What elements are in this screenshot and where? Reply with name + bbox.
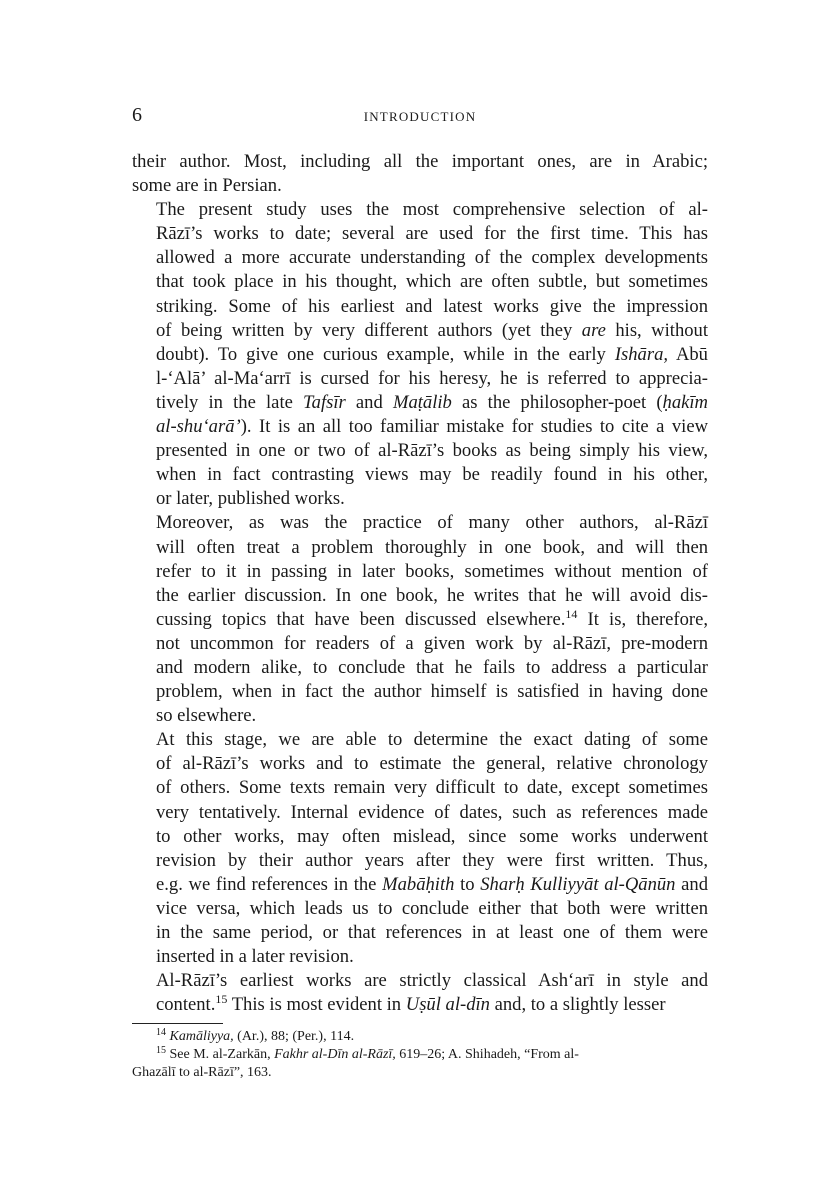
text-line: refer to it in passing in later books, sometimes without mention of (156, 560, 708, 582)
paragraph (132, 511, 708, 728)
text-line: of al-Rāzī’s works and to estimate the general, relative chronology (156, 753, 708, 775)
text-line: not uncommon for readers of a given work by al-Rāzī, pre-modern (156, 632, 708, 654)
footnote-ref: 15 (215, 992, 228, 1007)
italic-title: Tafsīr (303, 391, 346, 413)
text-line: so elsewhere. (156, 705, 257, 727)
paragraph (132, 969, 708, 1017)
footnotes (132, 1028, 708, 1082)
footnote-divider (132, 1023, 223, 1024)
text-line: l-‘Alā’ al-Ma‘arrī is cursed for his heresy, he is referred to apprecia- (156, 367, 708, 389)
text-line: their author. Most, including all the important ones, are in Arabic; (132, 151, 708, 172)
text-line: revision by their author years after they were first written. Thus, (156, 849, 708, 871)
text-line: allowed a more accurate understanding of the complex developments (156, 247, 708, 269)
text-line: when in fact contrasting views may be readily found in his other, (156, 464, 708, 486)
italic-title: Fakhr al-Dīn al-Rāzī, (274, 1047, 396, 1062)
text-line: very tentatively. Internal evidence of dates, such as references made (156, 801, 708, 823)
footnote-number: 15 (156, 1045, 166, 1056)
text-line: or later, published works. (156, 488, 345, 510)
text-line: al-shu‘arā’). It is an all too familiar mistake for studies to cite a view (156, 416, 708, 438)
text-line: tively in the late Tafsīr and Maṭālib as the philosopher-poet (ḥakīm (156, 391, 708, 413)
text-line: and modern alike, to conclude that he fails to address a particular (156, 656, 708, 678)
footnote-line: Ghazālī to al-Rāzī”, 163. (132, 1065, 272, 1080)
italic-title: Maṭālib (392, 391, 452, 413)
page-number: 6 (132, 104, 142, 126)
text-line: of others. Some texts remain very difficult to date, except sometimes (156, 777, 708, 799)
text-line: in the same period, or that references in at least one of them were (156, 922, 708, 943)
paragraph (132, 728, 708, 969)
text-line: presented in one or two of al-Rāzī’s books as being simply his view, (156, 440, 708, 462)
text-line: the earlier discussion. In one book, he writes that he will avoid dis- (156, 584, 708, 606)
italic-title: Kamāliyya, (169, 1029, 234, 1044)
text-line: The present study uses the most comprehensive selection of al- (156, 199, 708, 221)
italic-title: al-shu‘arā’ (156, 416, 241, 438)
italic-title: Mabāḥith (382, 873, 455, 895)
italic-title: ḥakīm (662, 391, 708, 413)
text-line: Rāzī’s works to date; several are used for the first time. This has (156, 223, 708, 245)
text-line: to other works, may often mislead, since some works underwent (156, 825, 708, 847)
italic-title: Sharḥ Kulliyyāt al-Qānūn (480, 873, 676, 895)
text-line: will often treat a problem thoroughly in one book, and will then (156, 536, 708, 558)
text-line: content.$^{15}$ This is most evident in Uṣūl al-dīn and, to a slightly lesser (156, 992, 666, 1016)
italic-title: Uṣūl al-dīn (405, 994, 490, 1016)
text-line: Moreover, as was the practice of many other authors, al-Rāzī (156, 512, 708, 534)
footnote (132, 1028, 708, 1046)
text-line: that took place in his thought, which are often subtle, but sometimes (156, 271, 708, 293)
text-line: doubt). To give one curious example, while in the early Ishāra, Abū (156, 343, 708, 365)
italic-title: are (581, 319, 606, 341)
running-head: INTRODUCTION (363, 109, 477, 124)
body-text (132, 150, 708, 1017)
paragraph (132, 198, 708, 511)
text-line: striking. Some of his earliest and latest works give the impression (156, 295, 708, 317)
text-line: cussing topics that have been discussed elsewhere.$^{14}$ It is, therefore, (156, 606, 708, 630)
page-header (132, 104, 708, 132)
text-line: some are in Persian. (132, 175, 282, 197)
paragraph (132, 150, 708, 198)
italic-title: Ishāra, (614, 343, 669, 365)
text-line: At this stage, we are able to determine the exact dating of some (156, 729, 708, 751)
text-line: of being written by very different authors (yet they are his, without (156, 319, 709, 341)
text-line: Al-Rāzī’s earliest works are strictly classical Ash‘arī in style and (156, 970, 708, 992)
footnote-line: See M. al-Zarkān, Fakhr al-Dīn al-Rāzī, 619–26; A. Shihadeh, “From al- (169, 1047, 579, 1062)
footnote-ref: 14 (565, 606, 578, 621)
text-line: problem, when in fact the author himself is satisfied in having done (156, 681, 708, 703)
footnote (132, 1046, 708, 1082)
text-line: inserted in a later revision. (156, 946, 354, 968)
footnote-number: 14 (156, 1027, 166, 1038)
text-line: vice versa, which leads us to conclude either that both were written (156, 897, 708, 919)
footnote-line: Kamāliyya, (Ar.), 88; (Per.), 114. (169, 1029, 355, 1044)
text-line: e.g. we find references in the Mabāḥith to Sharḥ Kulliyyāt al-Qānūn and (156, 873, 708, 895)
